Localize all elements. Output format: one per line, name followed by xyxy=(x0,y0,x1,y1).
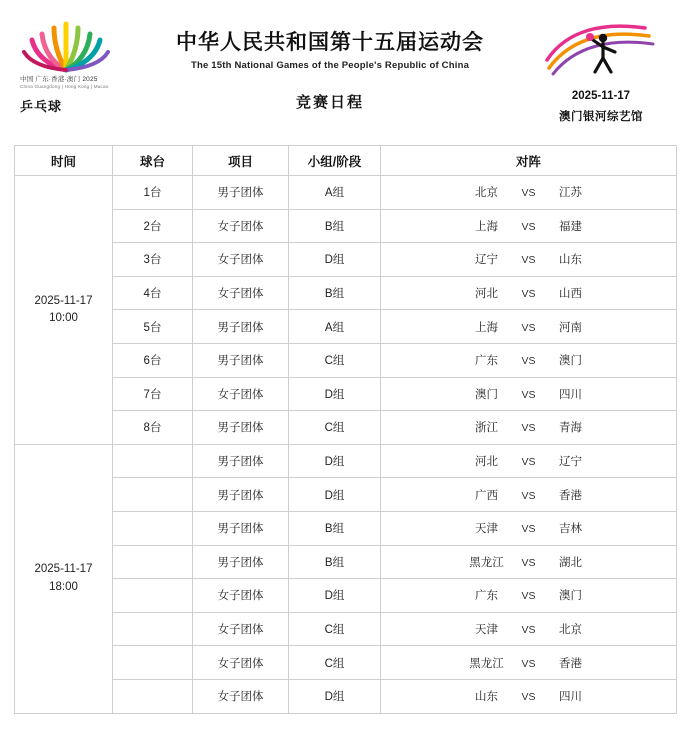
cell-match xyxy=(381,310,677,344)
cell-table-number xyxy=(113,478,193,512)
team-b: 青海 xyxy=(559,422,582,435)
table-row xyxy=(15,276,677,310)
table-row xyxy=(15,444,677,478)
cell-event: 男子团体 xyxy=(193,343,289,377)
table-tennis-pictogram-icon xyxy=(541,16,661,84)
schedule-table xyxy=(14,145,677,714)
vs-label: VS xyxy=(521,422,536,435)
team-a: 广东 xyxy=(474,590,498,603)
cell-group: D组 xyxy=(289,243,381,277)
cell-event: 男子团体 xyxy=(193,545,289,579)
table-row xyxy=(15,411,677,445)
vs-label: VS xyxy=(521,355,536,368)
cell-event: 女子团体 xyxy=(193,209,289,243)
team-a: 广西 xyxy=(474,489,498,502)
table-row xyxy=(15,679,677,713)
cell-match xyxy=(381,243,677,277)
cell-table-number: 5台 xyxy=(113,310,193,344)
vs-label: VS xyxy=(521,657,536,670)
cell-group: C组 xyxy=(289,343,381,377)
team-a: 澳门 xyxy=(474,388,498,401)
team-b: 山东 xyxy=(559,254,582,267)
team-a: 河北 xyxy=(474,456,498,469)
logo-caption-cn: 中国 广东·香港·澳门 2025 xyxy=(20,76,98,83)
title-block xyxy=(134,12,526,112)
cell-match xyxy=(381,545,677,579)
team-b: 北京 xyxy=(559,624,582,637)
team-a: 上海 xyxy=(474,321,498,334)
team-b: 四川 xyxy=(559,388,582,401)
team-a: 河北 xyxy=(474,288,498,301)
table-row xyxy=(15,176,677,210)
team-a: 黑龙江 xyxy=(469,556,504,569)
cell-event: 女子团体 xyxy=(193,276,289,310)
cell-event: 男子团体 xyxy=(193,478,289,512)
table-row xyxy=(15,243,677,277)
column-header-group: 小组/阶段 xyxy=(289,146,381,176)
cell-table-number: 4台 xyxy=(113,276,193,310)
cell-match xyxy=(381,377,677,411)
cell-match xyxy=(381,511,677,545)
cell-table-number xyxy=(113,545,193,579)
cell-match xyxy=(381,679,677,713)
cell-event: 男子团体 xyxy=(193,176,289,210)
team-a: 广东 xyxy=(474,355,498,368)
cell-group: A组 xyxy=(289,310,381,344)
cell-group: B组 xyxy=(289,511,381,545)
cell-event: 男子团体 xyxy=(193,511,289,545)
vs-label: VS xyxy=(521,388,536,401)
session-time xyxy=(15,444,113,713)
cell-table-number: 8台 xyxy=(113,411,193,445)
session-hour: 10:00 xyxy=(49,311,78,324)
cell-table-number: 2台 xyxy=(113,209,193,243)
vs-label: VS xyxy=(521,187,536,200)
schedule-table-wrap xyxy=(0,145,690,714)
cell-event: 男子团体 xyxy=(193,411,289,445)
games-logo-block xyxy=(14,12,134,115)
cell-event: 女子团体 xyxy=(193,243,289,277)
cell-match xyxy=(381,209,677,243)
team-b: 山西 xyxy=(559,288,582,301)
team-a: 山东 xyxy=(474,691,498,704)
logo-caption xyxy=(20,76,109,90)
games-logo-icon xyxy=(20,12,112,74)
cell-match xyxy=(381,478,677,512)
cell-table-number xyxy=(113,646,193,680)
page-title-cn: 中华人民共和国第十五届运动会 xyxy=(176,31,484,54)
vs-label: VS xyxy=(521,691,536,704)
team-b: 澳门 xyxy=(559,355,582,368)
cell-event: 女子团体 xyxy=(193,377,289,411)
cell-event: 女子团体 xyxy=(193,612,289,646)
cell-match xyxy=(381,444,677,478)
cell-group: A组 xyxy=(289,176,381,210)
team-a: 天津 xyxy=(474,624,498,637)
team-b: 湖北 xyxy=(559,556,582,569)
vs-label: VS xyxy=(521,489,536,502)
cell-group: B组 xyxy=(289,545,381,579)
table-header-row xyxy=(15,146,677,176)
team-b: 香港 xyxy=(559,489,582,502)
session-hour: 18:00 xyxy=(49,580,78,593)
team-b: 澳门 xyxy=(559,590,582,603)
cell-group: D组 xyxy=(289,377,381,411)
cell-table-number: 1台 xyxy=(113,176,193,210)
page-subtitle: 竞赛日程 xyxy=(295,94,364,111)
cell-event: 女子团体 xyxy=(193,679,289,713)
table-row xyxy=(15,209,677,243)
team-b: 四川 xyxy=(559,691,582,704)
vs-label: VS xyxy=(521,254,536,267)
session-date: 2025-11-17 xyxy=(34,563,93,576)
session-time xyxy=(15,176,113,445)
vs-label: VS xyxy=(521,590,536,603)
team-b: 辽宁 xyxy=(559,456,582,469)
table-row xyxy=(15,478,677,512)
vs-label: VS xyxy=(521,523,536,536)
cell-table-number xyxy=(113,612,193,646)
vs-label: VS xyxy=(521,456,536,469)
table-row xyxy=(15,310,677,344)
table-row xyxy=(15,343,677,377)
column-header-event: 项目 xyxy=(193,146,289,176)
team-a: 黑龙江 xyxy=(469,657,504,670)
logo-caption-en: China Guangdong | Hong Kong | Macao xyxy=(20,84,109,90)
table-row xyxy=(15,612,677,646)
column-header-time: 时间 xyxy=(15,146,113,176)
team-a: 上海 xyxy=(474,220,498,233)
table-row xyxy=(15,579,677,613)
cell-group: D组 xyxy=(289,478,381,512)
team-a: 北京 xyxy=(474,187,498,200)
cell-table-number xyxy=(113,444,193,478)
cell-group: B组 xyxy=(289,276,381,310)
cell-table-number xyxy=(113,511,193,545)
session-date: 2025-11-17 xyxy=(34,294,93,307)
vs-label: VS xyxy=(521,321,536,334)
team-a: 天津 xyxy=(474,523,498,536)
page-header xyxy=(0,0,690,145)
column-header-match: 对阵 xyxy=(381,146,677,176)
vs-label: VS xyxy=(521,624,536,637)
vs-label: VS xyxy=(521,220,536,233)
cell-group: C组 xyxy=(289,612,381,646)
cell-table-number: 3台 xyxy=(113,243,193,277)
team-b: 江苏 xyxy=(559,187,582,200)
cell-match xyxy=(381,612,677,646)
cell-event: 女子团体 xyxy=(193,579,289,613)
cell-match xyxy=(381,579,677,613)
cell-table-number xyxy=(113,579,193,613)
team-a: 浙江 xyxy=(474,422,498,435)
cell-match xyxy=(381,411,677,445)
cell-table-number: 7台 xyxy=(113,377,193,411)
cell-event: 女子团体 xyxy=(193,646,289,680)
team-b: 福建 xyxy=(559,220,582,233)
table-row xyxy=(15,545,677,579)
cell-table-number xyxy=(113,679,193,713)
column-header-table: 球台 xyxy=(113,146,193,176)
cell-group: B组 xyxy=(289,209,381,243)
team-b: 河南 xyxy=(559,321,582,334)
cell-group: C组 xyxy=(289,411,381,445)
cell-group: C组 xyxy=(289,646,381,680)
table-row xyxy=(15,646,677,680)
cell-group: D组 xyxy=(289,579,381,613)
cell-match xyxy=(381,176,677,210)
cell-table-number: 6台 xyxy=(113,343,193,377)
sport-name: 乒乓球 xyxy=(20,98,63,114)
event-date: 2025-11-17 xyxy=(571,90,631,102)
table-row xyxy=(15,511,677,545)
vs-label: VS xyxy=(521,288,536,301)
team-b: 吉林 xyxy=(559,523,582,536)
vs-label: VS xyxy=(521,556,536,569)
cell-match xyxy=(381,646,677,680)
event-venue: 澳门银河综艺馆 xyxy=(559,111,643,123)
page-title-en: The 15th National Games of the People's Republic of China xyxy=(190,60,470,71)
meta-block xyxy=(526,12,676,124)
team-b: 香港 xyxy=(559,657,582,670)
cell-event: 男子团体 xyxy=(193,310,289,344)
table-row xyxy=(15,377,677,411)
cell-group: D组 xyxy=(289,444,381,478)
team-a: 辽宁 xyxy=(474,254,498,267)
cell-match xyxy=(381,343,677,377)
schedule-table-body xyxy=(15,176,677,714)
cell-event: 男子团体 xyxy=(193,444,289,478)
cell-group: D组 xyxy=(289,679,381,713)
cell-match xyxy=(381,276,677,310)
